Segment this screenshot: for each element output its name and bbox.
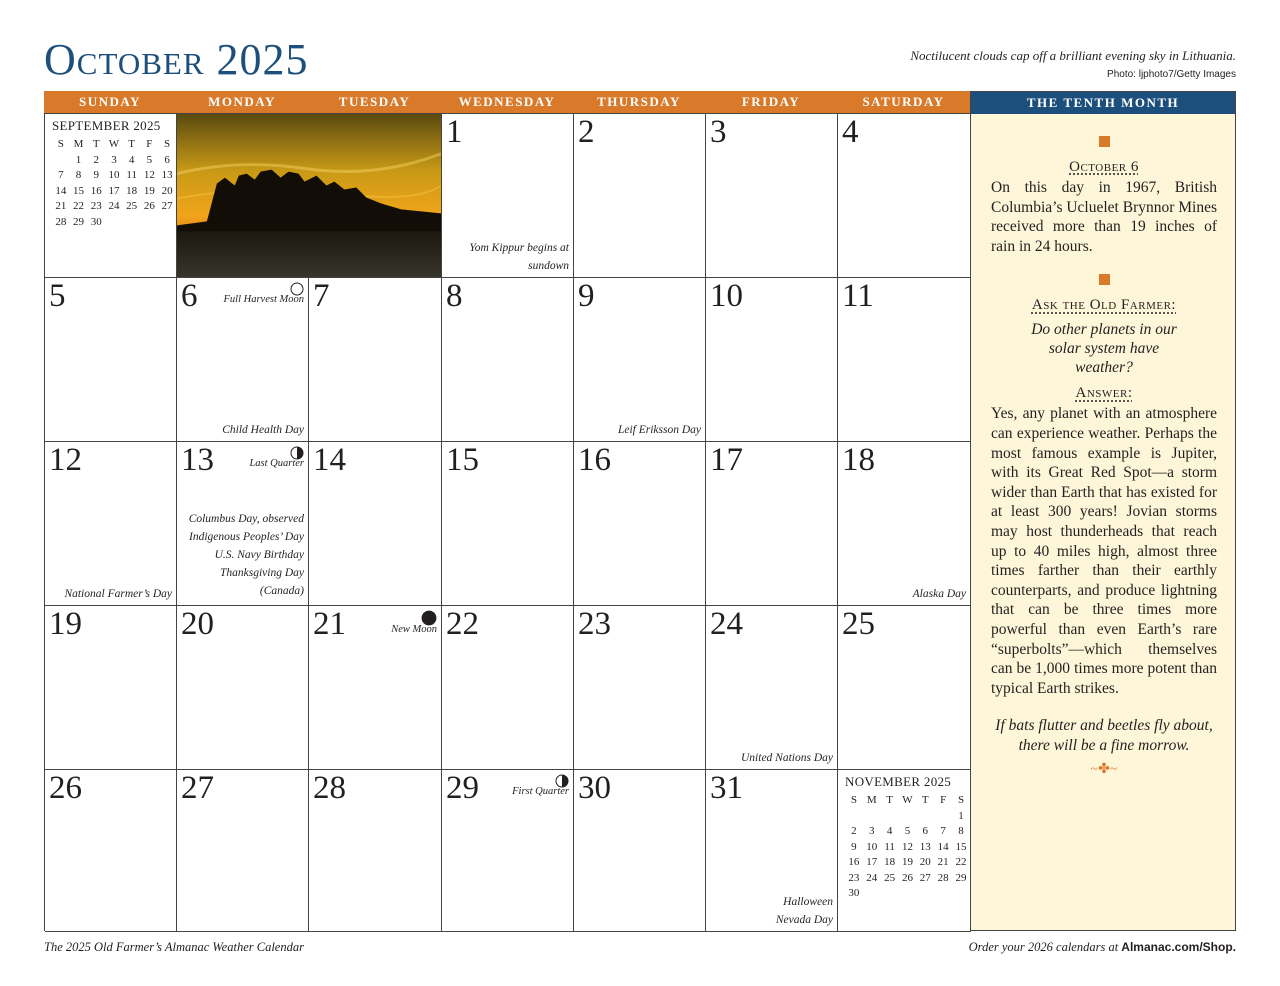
mini-calendar-day: 10	[108, 169, 120, 181]
footer-right	[969, 940, 1236, 955]
moon-phase-label: Last Quarter	[249, 458, 304, 469]
day-events	[913, 585, 966, 603]
mini-calendar-day: 30	[90, 215, 102, 228]
mini-calendar-day: 1	[75, 153, 82, 166]
mini-calendar-weekday: W	[108, 138, 120, 150]
event-text: (Canada)	[259, 585, 304, 597]
mini-calendar-weekday: M	[73, 138, 84, 150]
event-text: U.S. Navy Birthday	[214, 549, 304, 561]
day-number: 28	[313, 770, 346, 806]
mini-calendar-day: 29	[955, 871, 967, 884]
mini-calendar-day: 18	[126, 184, 138, 197]
weekday-label: FRIDAY	[741, 94, 801, 109]
bullet-icon	[1099, 136, 1110, 147]
day-events	[222, 421, 304, 439]
mini-calendar-day: 11	[126, 169, 137, 181]
mini-calendar-weekday: S	[57, 138, 64, 150]
event-text: Thanksgiving Day	[219, 567, 304, 579]
day-number: 12	[49, 442, 82, 478]
mini-calendar-day	[916, 886, 934, 902]
day-cell	[706, 114, 838, 278]
mini-calendar-day: 5	[146, 153, 153, 166]
weekday-label: TUESDAY	[338, 94, 411, 109]
mini-calendar-november	[845, 774, 970, 902]
mini-calendar-day: 16	[90, 184, 102, 197]
mini-calendar-day	[934, 809, 952, 825]
day-number: 1	[446, 114, 463, 150]
mini-calendar-day: 1	[958, 809, 964, 822]
day-cell	[177, 606, 309, 770]
day-cell	[706, 770, 838, 932]
day-cell	[574, 278, 706, 442]
mini-calendar-day: 3	[869, 825, 875, 837]
event-text: National Farmer’s Day	[64, 588, 172, 600]
day-number: 20	[181, 606, 214, 642]
bullet-icon	[1099, 274, 1110, 285]
weekday-label: WEDNESDAY	[458, 94, 556, 109]
sunset-photo	[177, 114, 441, 277]
mini-calendar-day: 19	[901, 856, 913, 868]
mini-calendar-day	[158, 215, 176, 231]
mini-calendar-day: 20	[161, 184, 173, 197]
mini-calendar-day	[881, 809, 899, 825]
mini-calendar-weekday: F	[940, 794, 947, 806]
mini-calendar-day: 15	[73, 184, 85, 197]
day-number: 10	[710, 278, 743, 314]
mini-calendar-day	[863, 886, 881, 902]
day-number: 14	[313, 442, 346, 478]
day-number: 4	[842, 114, 859, 150]
day-number: 22	[446, 606, 479, 642]
day-cell	[442, 114, 574, 278]
event-text: Halloween	[783, 896, 833, 908]
calendar-cells	[44, 113, 970, 931]
mini-calendar-weekday: T	[921, 794, 929, 806]
mini-calendar-day: 28	[55, 215, 67, 228]
moon-phase	[249, 446, 304, 469]
mini-calendar-day: 6	[164, 153, 170, 166]
day-cell	[838, 442, 971, 606]
day-cell	[706, 278, 838, 442]
day-cell	[838, 606, 971, 770]
event-text: Leif Eriksson Day	[617, 424, 701, 436]
photo-credit: Photo: ljphoto7/Getty Images	[1107, 69, 1236, 80]
mini-calendar-day: 20	[919, 856, 931, 868]
page-title: October 2025	[44, 35, 309, 84]
mini-calendar-day: 21	[937, 856, 949, 868]
day-number: 3	[710, 114, 727, 150]
mini-calendar-day: 19	[143, 184, 155, 197]
mini-calendar-day: 23	[90, 200, 102, 212]
mini-calendar-weekday: S	[957, 794, 965, 806]
mini-calendar-day: 25	[884, 871, 896, 884]
day-cell	[309, 606, 442, 770]
answer-title: Answer:	[1075, 385, 1133, 402]
mini-calendar-weekday: W	[902, 794, 913, 806]
day-cell	[177, 770, 309, 932]
mini-calendar-day	[141, 215, 159, 231]
day-cell	[706, 442, 838, 606]
day-number: 31	[710, 770, 743, 806]
photo-caption: Noctilucent clouds cap off a brilliant evening sky in Lithuania.	[910, 48, 1236, 63]
flourish-icon: ~✤~	[1090, 762, 1118, 778]
mini-calendar-weekday: M	[866, 794, 877, 806]
question-text: Do other planets in our solar system have weather?	[1031, 321, 1177, 377]
proverb-text: If bats flutter and beetles fly about, there will be a fine morrow.	[995, 717, 1213, 754]
day-events	[741, 749, 833, 767]
sidebar-panel	[970, 91, 1236, 931]
mini-calendar-day: 2	[93, 153, 99, 166]
mini-calendar-day: 9	[93, 169, 99, 181]
event-text: United Nations Day	[741, 752, 833, 764]
day-number: 29	[446, 770, 479, 806]
mini-calendar-day: 2	[851, 825, 857, 837]
mini-calendar-weekday: S	[850, 794, 857, 806]
event-text: sundown	[528, 260, 569, 272]
mini-calendar-day: 3	[111, 153, 117, 166]
mini-calendar-day: 14	[55, 184, 67, 197]
moon-phase-label: New Moon	[391, 624, 437, 635]
day-number: 27	[181, 770, 214, 806]
mini-calendar-day: 13	[919, 840, 931, 853]
day-number: 17	[710, 442, 743, 478]
mini-calendar-day: 15	[955, 840, 967, 853]
sidebar-heading: THE TENTH MONTH	[971, 92, 1235, 114]
mini-calendar-day: 8	[958, 825, 964, 837]
weekday-label: SUNDAY	[79, 94, 141, 109]
mini-calendar-day: 13	[161, 169, 173, 181]
mini-calendar-weekday: T	[886, 794, 893, 806]
mini-calendar-day	[899, 809, 917, 825]
day-number: 11	[842, 278, 874, 314]
day-cell	[838, 278, 971, 442]
mini-calendar-weekday: F	[146, 138, 153, 150]
mini-calendar-day: 12	[143, 169, 155, 181]
mini-calendar-day	[952, 886, 970, 902]
mini-calendar-day: 6	[922, 825, 929, 837]
fact-title: October 6	[1069, 159, 1139, 175]
day-number: 26	[49, 770, 82, 806]
event-text: Nevada Day	[775, 914, 833, 926]
mini-calendar-day: 11	[884, 840, 895, 853]
weekday-label: MONDAY	[208, 94, 276, 109]
mini-calendar-day: 16	[848, 856, 860, 868]
event-text: Alaska Day	[912, 588, 966, 600]
mini-calendar-day: 12	[901, 840, 913, 853]
mini-calendar-day	[105, 215, 123, 231]
day-cell	[177, 278, 309, 442]
event-text: Indigenous Peoples’ Day	[189, 531, 304, 543]
mini-calendar-september	[52, 118, 176, 230]
mini-calendar-day: 8	[75, 169, 82, 181]
day-events	[618, 421, 701, 439]
day-number: 21	[313, 606, 346, 642]
mini-calendar-day: 4	[886, 825, 893, 837]
day-number: 19	[49, 606, 82, 642]
mini-calendar-day: 9	[851, 840, 857, 853]
day-cell	[177, 442, 309, 606]
ask-title: Ask the Old Farmer:	[1031, 297, 1177, 314]
answer-text: Yes, any planet with an atmosphere can experience weather. Perhaps the most famous example is Jupiter, with its Great Red Spot—a storm wider than Earth that has existed for at least 300 years! Jovian storms may host thunderheads that reach up to 40 miles high, almost three times farther than their earthly counterparts, and produce lightning that can be three times more powerful than even Earth’s rare “superbolts”—which themselves can be 1,000 times more potent than typical Earth strikes.	[991, 405, 1217, 697]
moon-phase	[512, 774, 569, 797]
weekday-label: THURSDAY	[597, 94, 681, 109]
moon-phase	[224, 282, 305, 305]
mini-calendar-day	[52, 153, 70, 169]
mini-calendar-day: 26	[143, 200, 155, 212]
mini-calendar-day: 17	[866, 856, 878, 868]
day-cell	[574, 770, 706, 932]
event-text: Child Health Day	[222, 424, 304, 436]
day-events	[189, 510, 304, 600]
event-text: Yom Kippur begins at	[469, 242, 569, 254]
footer-order-text: Order your 2026 calendars at	[968, 940, 1122, 954]
day-cell	[442, 442, 574, 606]
mini-calendar-day: 5	[904, 825, 911, 837]
weekday-header	[44, 91, 970, 113]
cell-september-mini	[45, 114, 177, 278]
day-cell	[309, 770, 442, 932]
mini-calendar-day: 28	[937, 871, 949, 884]
mini-calendar-title: SEPTEMBER 2025	[52, 118, 161, 133]
day-cell	[309, 442, 442, 606]
mini-calendar-day: 25	[126, 200, 138, 212]
mini-calendar-weekday: S	[164, 138, 171, 150]
day-number: 8	[446, 278, 463, 314]
footer-shop-link[interactable]: Almanac.com/Shop.	[1121, 940, 1236, 954]
mini-calendar-day	[845, 809, 863, 825]
calendar-grid	[44, 91, 970, 931]
mini-calendar-day: 7	[58, 169, 64, 181]
day-number: 15	[446, 442, 479, 478]
mini-calendar-day: 30	[848, 887, 860, 899]
mini-calendar-day: 29	[73, 215, 85, 228]
day-number: 16	[578, 442, 611, 478]
day-cell	[45, 442, 177, 606]
day-number: 13	[181, 442, 214, 478]
day-cell	[574, 442, 706, 606]
day-cell	[574, 114, 706, 278]
footer-left: The 2025 Old Farmer’s Almanac Weather Calendar	[44, 940, 304, 954]
mini-calendar-day: 14	[937, 840, 949, 853]
mini-calendar-day	[881, 886, 899, 902]
weekday-label: SATURDAY	[862, 94, 945, 109]
mini-calendar-day: 24	[108, 200, 120, 212]
day-number: 25	[842, 606, 875, 642]
day-number: 7	[313, 278, 330, 314]
mini-calendar-day: 24	[866, 871, 878, 884]
fact-text: On this day in 1967, British Columbia’s Ucluelet Brynnor Mines received more than 19 inches of rain in 24 hours.	[991, 179, 1218, 255]
mini-calendar-day	[899, 886, 917, 902]
day-cell	[45, 606, 177, 770]
day-number: 6	[181, 278, 198, 314]
day-number: 23	[578, 606, 611, 642]
day-cell	[45, 278, 177, 442]
moon-phase-label: Full Harvest Moon	[223, 294, 304, 305]
day-cell	[574, 606, 706, 770]
mini-calendar-day: 22	[73, 200, 85, 212]
day-number: 2	[578, 114, 595, 150]
mini-calendar-day	[123, 215, 141, 231]
mini-calendar-day: 18	[884, 856, 896, 868]
day-events	[64, 585, 172, 603]
mini-calendar-day: 17	[108, 184, 120, 197]
mini-calendar-day: 21	[55, 200, 67, 212]
day-cell	[442, 606, 574, 770]
moon-phase-label: First Quarter	[512, 786, 569, 797]
mini-calendar-day: 7	[940, 825, 946, 837]
mini-calendar-day	[916, 809, 934, 825]
day-cell	[706, 606, 838, 770]
mini-calendar-day: 4	[128, 153, 135, 166]
mini-calendar-weekday: T	[128, 138, 136, 150]
mini-calendar-day: 27	[161, 200, 173, 212]
day-number: 9	[578, 278, 595, 314]
mini-calendar-day: 22	[955, 856, 967, 868]
mini-calendar-title: NOVEMBER 2025	[845, 774, 952, 789]
day-number: 24	[710, 606, 743, 642]
day-cell	[838, 114, 971, 278]
day-events	[776, 893, 833, 929]
mini-calendar-day: 27	[919, 871, 931, 884]
day-number: 30	[578, 770, 611, 806]
day-cell	[442, 770, 574, 932]
cell-photo	[177, 114, 442, 278]
mini-calendar-day	[934, 886, 952, 902]
mini-calendar-day: 23	[848, 871, 860, 884]
day-number: 5	[49, 278, 66, 314]
event-text: Columbus Day, observed	[188, 513, 304, 525]
mini-calendar-day: 10	[866, 840, 878, 853]
mini-calendar-day	[863, 809, 881, 825]
mini-calendar-day: 26	[901, 871, 913, 884]
day-cell	[45, 770, 177, 932]
moon-phase	[391, 610, 437, 635]
day-number: 18	[842, 442, 875, 478]
day-cell	[309, 278, 442, 442]
day-cell	[442, 278, 574, 442]
cell-november-mini	[838, 770, 971, 932]
mini-calendar-weekday: T	[92, 138, 100, 150]
day-events	[469, 239, 569, 275]
